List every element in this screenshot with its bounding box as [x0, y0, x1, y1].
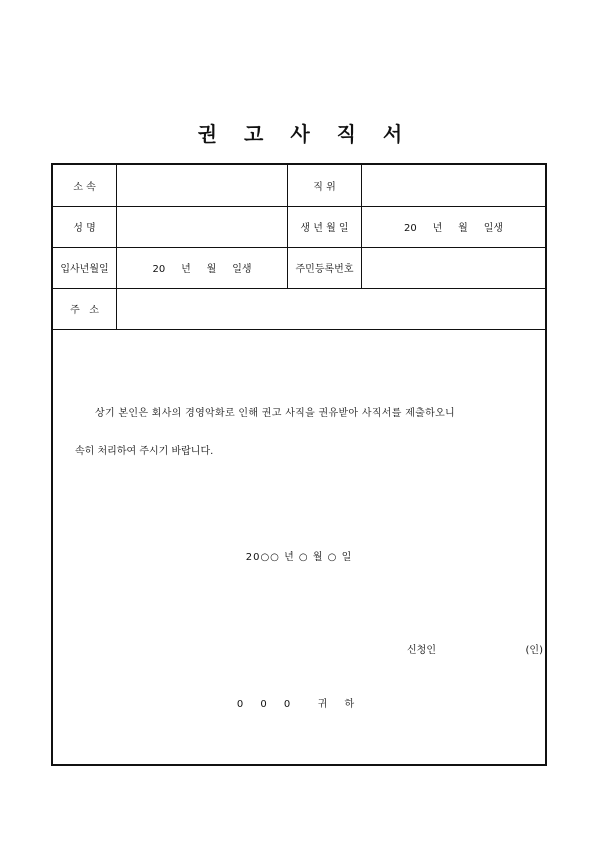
affiliation-field[interactable] — [117, 165, 288, 206]
form-row-affiliation — [53, 165, 545, 207]
address-label: 주 소 — [53, 288, 117, 329]
document-title: 권 고 사 직 서 — [197, 122, 413, 146]
form-row-name — [53, 206, 545, 248]
address-field[interactable] — [117, 288, 545, 329]
recipient-line: 0 0 0 귀 하 — [236, 699, 362, 710]
affiliation-label: 소 속 — [53, 165, 117, 206]
birth-date-field[interactable]: 20 년 월 일생 — [403, 223, 504, 234]
resident-id-field[interactable] — [362, 247, 545, 288]
resident-id-label: 주민등록번호 — [288, 247, 362, 288]
position-field[interactable] — [362, 165, 545, 206]
resignation-form — [51, 163, 547, 766]
seal-mark: (인) — [525, 645, 543, 656]
name-label: 성 명 — [53, 206, 117, 247]
birth-date-label: 생 년 월 일 — [288, 206, 362, 247]
hire-date-field[interactable]: 20 년 월 일생 — [117, 247, 288, 288]
form-row-hire-date — [53, 247, 545, 289]
name-field[interactable] — [117, 206, 288, 247]
body-paragraph-1: 상기 본인은 회사의 경영악화로 인해 권고 사직을 권유받아 사직서를 제출하오니 — [95, 408, 455, 419]
submission-date: 20○○ 년 ○ 월 ○ 일 — [245, 552, 353, 563]
applicant-label: 신청인 — [407, 645, 436, 656]
form-row-address — [53, 288, 545, 330]
body-paragraph-2: 속히 처리하여 주시기 바랍니다. — [75, 446, 214, 457]
hire-date-label: 입사년월일 — [53, 247, 117, 288]
position-label: 직 위 — [288, 165, 362, 206]
